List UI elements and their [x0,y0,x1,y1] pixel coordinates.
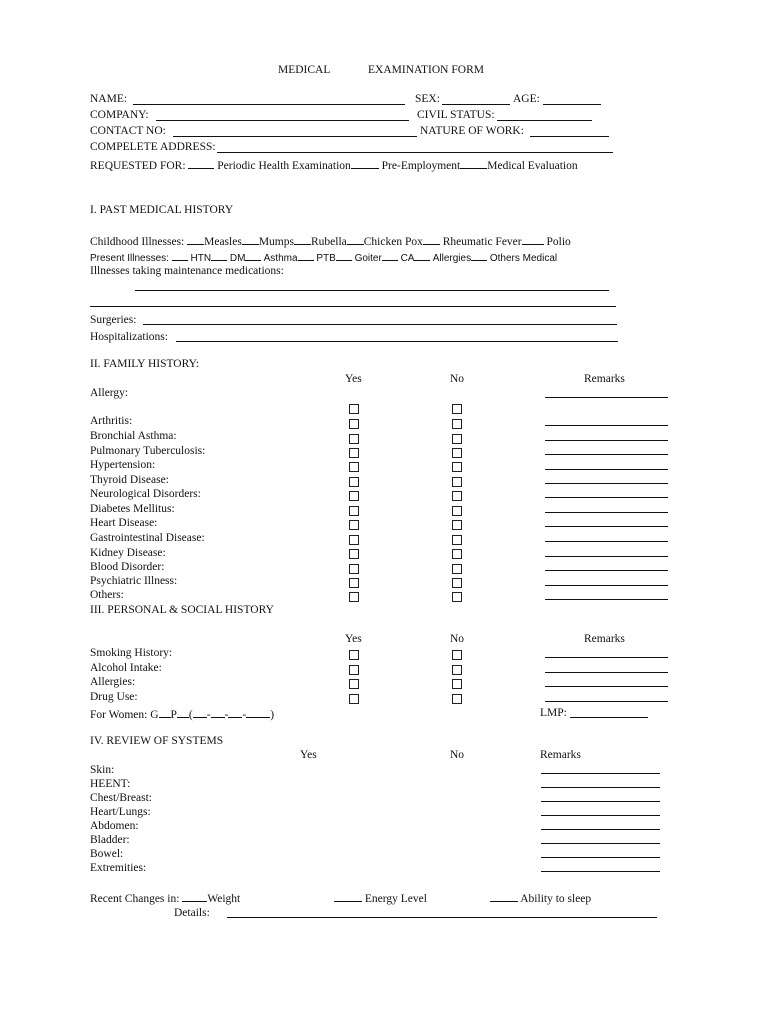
family-history-item-no-checkbox[interactable] [452,491,462,501]
family-history-item-no-checkbox[interactable] [452,506,462,516]
family-history-item-remarks-field[interactable] [545,440,668,441]
family-history-item-remarks-field[interactable] [545,512,668,513]
family-history-item-yes-checkbox[interactable] [349,535,359,545]
present-blank[interactable] [298,251,314,261]
personal-social-item-label: Drug Use: [90,691,138,703]
review-system-item-remarks-field[interactable] [541,857,660,858]
weight-field[interactable] [182,892,207,902]
personal-social-item-label: Alcohol Intake: [90,662,162,674]
sleep-field[interactable] [490,892,518,902]
family-history-item-remarks-field[interactable] [545,526,668,527]
name-field[interactable] [133,104,405,105]
family-history-item-label: Thyroid Disease: [90,474,169,486]
family-history-item-remarks-field[interactable] [545,556,668,557]
family-history-item-yes-checkbox[interactable] [349,506,359,516]
family-history-item-no-checkbox[interactable] [452,477,462,487]
review-col-remarks: Remarks [540,749,581,761]
surgeries-field[interactable] [143,324,617,325]
childhood-blank[interactable] [242,235,259,245]
tpal-field[interactable] [211,708,225,718]
form-title-right: EXAMINATION FORM [368,64,484,76]
company-label: COMPANY: [90,109,149,121]
personal-social-item-remarks-field[interactable] [545,686,668,687]
family-history-item-no-checkbox[interactable] [452,564,462,574]
personal-social-item-no-checkbox[interactable] [452,665,462,675]
family-col-yes: Yes [345,373,362,385]
family-history-item-remarks-field[interactable] [545,425,668,426]
family-history-item-label: Hypertension: [90,459,156,471]
family-history-item-yes-checkbox[interactable] [349,491,359,501]
family-history-item-yes-checkbox[interactable] [349,434,359,444]
present-blank[interactable] [471,251,487,261]
energy-level-row [334,892,427,906]
family-history-item-remarks-field[interactable] [545,497,668,498]
family-history-item-remarks-field[interactable] [545,483,668,484]
family-history-item-no-checkbox[interactable] [452,592,462,602]
present-blank[interactable] [245,251,261,261]
family-history-item-remarks-field[interactable] [545,454,668,455]
review-system-item-remarks-field[interactable] [541,801,660,802]
family-history-item-yes-checkbox[interactable] [349,404,359,414]
name-label: NAME: [90,93,128,105]
personal-social-item-label: Allergies: [90,676,136,688]
nature-of-work-label: NATURE OF WORK: [420,125,524,137]
requested-for-row [90,159,578,173]
family-history-item-no-checkbox[interactable] [452,404,462,414]
requested-option: Medical Evaluation [487,160,578,172]
civil-status-label: CIVIL STATUS: [417,109,495,121]
review-system-item-remarks-field[interactable] [541,829,660,830]
present-blank[interactable] [414,251,430,261]
tpal-field[interactable] [193,708,207,718]
family-history-item-label: Heart Disease: [90,517,158,529]
family-history-item-yes-checkbox[interactable] [349,578,359,588]
recent-change-item: Ability to sleep [520,893,592,905]
family-history-item-yes-checkbox[interactable] [349,592,359,602]
family-history-item-remarks-field[interactable] [545,397,668,398]
family-history-item-no-checkbox[interactable] [452,419,462,429]
family-history-item-label: Pulmonary Tuberculosis: [90,445,206,457]
childhood-blank[interactable] [522,235,544,245]
family-history-item-remarks-field[interactable] [545,570,668,571]
tpal-field[interactable] [246,708,270,718]
personal-social-item-yes-checkbox[interactable] [349,694,359,704]
surgeries-label: Surgeries: [90,314,137,326]
sleep-row [490,892,591,906]
family-history-item-no-checkbox[interactable] [452,434,462,444]
present-blank[interactable] [211,251,227,261]
company-field[interactable] [156,120,409,121]
personal-social-item-yes-checkbox[interactable] [349,679,359,689]
family-history-item-label: Psychiatric Illness: [90,575,178,587]
family-history-item-remarks-field[interactable] [545,585,668,586]
family-history-item-yes-checkbox[interactable] [349,549,359,559]
personal-col-no: No [450,633,465,645]
nature-of-work-field[interactable] [530,136,609,137]
family-history-item-no-checkbox[interactable] [452,520,462,530]
para-field[interactable] [177,708,189,718]
review-system-item-label: Skin: [90,764,115,776]
childhood-label: Childhood Illnesses: [90,236,185,248]
maintenance-label: Illnesses taking maintenance medications: [90,265,284,277]
details-label: Details: [174,907,210,919]
personal-social-item-remarks-field[interactable] [545,657,668,658]
present-blank[interactable] [382,251,398,261]
sex-field[interactable] [442,104,510,105]
address-label: COMPELETE ADDRESS: [90,141,216,153]
age-label: AGE: [513,93,540,105]
review-system-item-label: HEENT: [90,778,131,790]
family-history-item-yes-checkbox[interactable] [349,419,359,429]
family-history-item-label: Kidney Disease: [90,547,166,559]
review-system-item-remarks-field[interactable] [541,871,660,872]
requested-option: Periodic Health Examination [217,160,351,172]
family-history-item-yes-checkbox[interactable] [349,448,359,458]
personal-social-heading: III. PERSONAL & SOCIAL HISTORY [90,604,274,616]
family-history-item-label: Bronchial Asthma: [90,430,177,442]
requested-for-label: REQUESTED FOR: [90,160,186,172]
recent-change-item: Weight [207,893,241,905]
personal-social-item-no-checkbox[interactable] [452,694,462,704]
address-field[interactable] [217,152,613,153]
review-system-item-label: Chest/Breast: [90,792,152,804]
personal-social-item-label: Smoking History: [90,647,173,659]
review-system-item-label: Extremities: [90,862,147,874]
review-col-yes: Yes [300,749,317,761]
family-history-item-no-checkbox[interactable] [452,549,462,559]
hospitalizations-label: Hospitalizations: [90,331,168,343]
childhood-illnesses-row [90,235,571,249]
contact-field[interactable] [173,136,417,137]
recent-changes-label: Recent Changes in: [90,893,180,905]
review-system-item-remarks-field[interactable] [541,773,660,774]
family-col-no: No [450,373,465,385]
present-item: DM [229,253,246,264]
review-system-item-label: Heart/Lungs: [90,806,151,818]
past-medical-history-heading: I. PAST MEDICAL HISTORY [90,204,234,216]
family-history-item-label: Others: [90,589,124,601]
form-title-left: MEDICAL [278,64,331,76]
personal-col-yes: Yes [345,633,362,645]
review-systems-heading: IV. REVIEW OF SYSTEMS [90,735,224,747]
maintenance-field-line-2[interactable] [90,306,616,307]
hospitalizations-field[interactable] [176,341,618,342]
review-system-item-remarks-field[interactable] [541,787,660,788]
personal-social-item-yes-checkbox[interactable] [349,665,359,675]
review-system-item-label: Abdomen: [90,820,139,832]
present-blank[interactable] [336,251,352,261]
family-history-item-no-checkbox[interactable] [452,448,462,458]
recent-changes-row [90,892,240,906]
family-history-item-yes-checkbox[interactable] [349,462,359,472]
contact-label: CONTACT NO: [90,125,166,137]
present-illnesses-row [90,251,557,264]
family-history-item-yes-checkbox[interactable] [349,477,359,487]
childhood-item: Mumps [258,236,294,248]
family-history-item-no-checkbox[interactable] [452,535,462,545]
present-item: CA [400,253,415,264]
personal-social-item-remarks-field[interactable] [545,672,668,673]
personal-social-item-no-checkbox[interactable] [452,679,462,689]
present-item: Others Medical [489,253,558,264]
family-history-item-label: Gastrointestinal Disease: [90,532,205,544]
family-history-item-no-checkbox[interactable] [452,578,462,588]
family-history-item-label: Diabetes Mellitus: [90,503,175,515]
family-history-item-label: Blood Disorder: [90,561,165,573]
requested-option: Pre-Employment [381,160,461,172]
family-history-item-no-checkbox[interactable] [452,462,462,472]
family-history-heading: II. FAMILY HISTORY: [90,358,200,370]
childhood-item: Polio [546,236,571,248]
present-item: PTB [316,253,336,264]
childhood-blank[interactable] [294,235,311,245]
lmp-label: LMP: [540,707,567,719]
present-label: Present Illnesses: [90,253,169,264]
civil-status-field[interactable] [497,120,592,121]
review-system-item-remarks-field[interactable] [541,815,660,816]
for-women-row: For Women: G P ( - - - ) [90,709,275,721]
age-field[interactable] [543,104,601,105]
present-blank[interactable] [172,251,188,261]
review-system-item-label: Bladder: [90,834,130,846]
childhood-blank[interactable] [347,235,364,245]
present-item: Asthma [263,253,298,264]
maintenance-field-line-1[interactable] [135,290,609,291]
gravida-field[interactable] [159,708,171,718]
energy-level-field[interactable] [334,892,362,902]
childhood-item: Measles [204,236,242,248]
present-item: HTN [190,253,212,264]
tpal-field[interactable] [228,708,242,718]
family-col-remarks: Remarks [584,373,625,385]
present-item: Goiter [354,253,382,264]
childhood-blank[interactable] [187,235,204,245]
for-women-p: P [170,709,177,721]
review-system-item-label: Bowel: [90,848,124,860]
childhood-blank[interactable] [423,235,440,245]
childhood-item: Rubella [310,236,347,248]
family-history-item-label: Allergy: [90,387,129,399]
requested-blank-1[interactable] [188,159,214,169]
family-history-item-yes-checkbox[interactable] [349,564,359,574]
details-field[interactable] [227,917,657,918]
lmp-field[interactable] [570,717,648,718]
family-history-item-remarks-field[interactable] [545,469,668,470]
family-history-item-remarks-field[interactable] [545,599,668,600]
review-system-item-remarks-field[interactable] [541,843,660,844]
present-item: Allergies [432,253,472,264]
recent-change-item: Energy Level [364,893,427,905]
requested-blank-3[interactable] [460,159,487,169]
sex-label: SEX: [415,93,440,105]
childhood-item: Rheumatic Fever [442,236,522,248]
family-history-item-label: Neurological Disorders: [90,488,201,500]
family-history-item-remarks-field[interactable] [545,541,668,542]
childhood-item: Chicken Pox [363,236,423,248]
personal-social-item-yes-checkbox[interactable] [349,650,359,660]
family-history-item-yes-checkbox[interactable] [349,520,359,530]
review-col-no: No [450,749,465,761]
personal-social-item-no-checkbox[interactable] [452,650,462,660]
requested-blank-2[interactable] [351,159,379,169]
personal-social-item-remarks-field[interactable] [545,701,668,702]
personal-col-remarks: Remarks [584,633,625,645]
for-women-label: For Women: G [90,709,159,721]
family-history-item-label: Arthritis: [90,415,133,427]
